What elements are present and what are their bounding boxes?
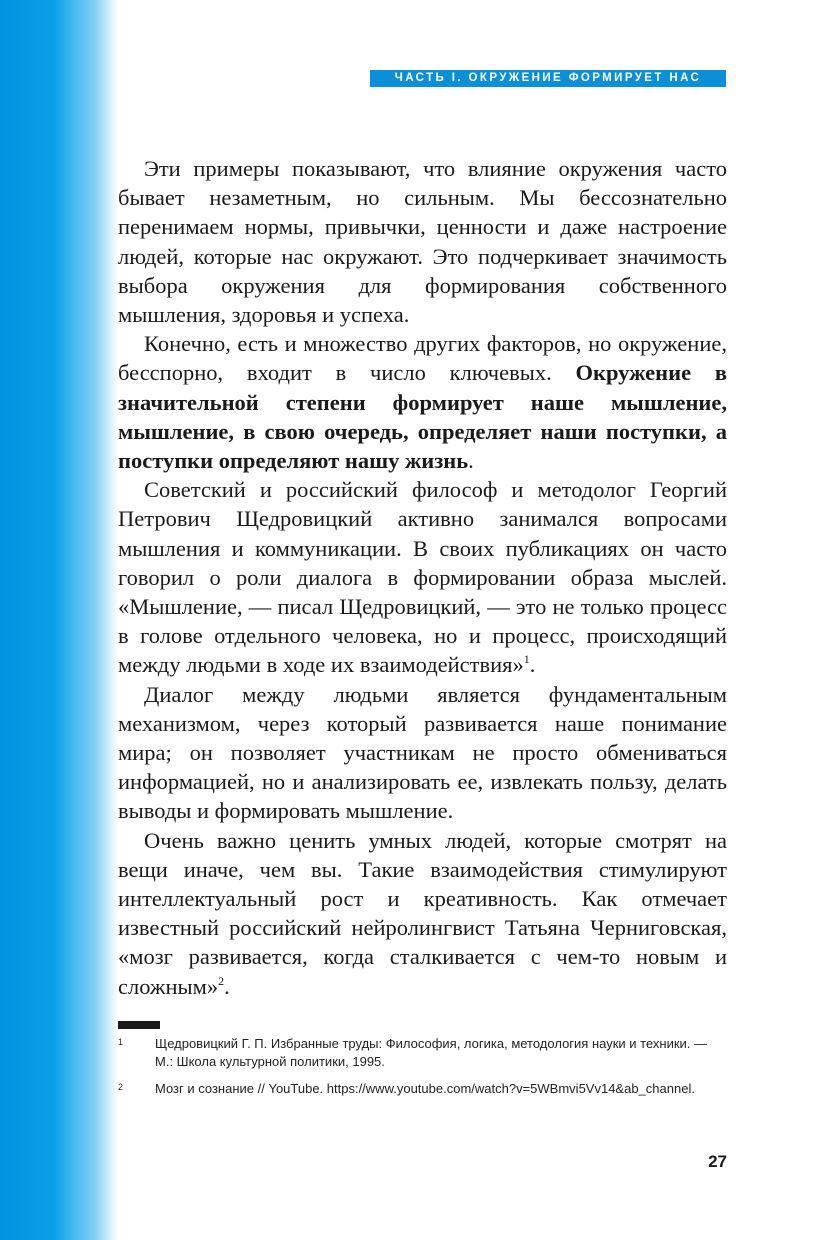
paragraph-4 bbox=[118, 680, 727, 826]
footnote-2-text: Мозг и сознание // YouTube. https://www.youtube.com/watch?v=5WBmvi5Vv14&ab_channel. bbox=[155, 1081, 695, 1096]
footnote-1 bbox=[118, 1035, 727, 1071]
page-number: 27 bbox=[708, 1152, 727, 1171]
footnote-2-number: 2 bbox=[118, 1082, 124, 1092]
paragraph-2-bold: Окружение в значительной степени формирует наше мышление, мышление, в свою очередь, определяет наши поступки, а поступки определяют нашу жизнь bbox=[118, 360, 727, 474]
paragraph-1-text: Эти примеры показывают, что влияние окружения часто бывает незаметным, но сильным. Мы бессознательно перенимаем нормы, привычки, ценности и даже настроение людей, которые нас окружают. Это подчеркивает значимость выбора окружения для формирования собственного мышления, здоровья и успеха. bbox=[118, 156, 727, 328]
paragraph-3 bbox=[118, 475, 727, 679]
footnote-2 bbox=[118, 1080, 727, 1098]
paragraph-5-text: Очень важно ценить умных людей, которые смотрят на вещи иначе, чем вы. Такие взаимодействия стимулируют интеллектуальный рост и креативность. Как отмечает известный российский нейролингвист Татьяна Черниговская, «мозг развивается, когда сталкивается с чем-то новым и сложным» bbox=[118, 827, 727, 999]
footnote-separator bbox=[118, 1021, 160, 1029]
running-header: ЧАСТЬ I. ОКРУЖЕНИЕ ФОРМИРУЕТ НАС bbox=[370, 70, 726, 87]
main-text bbox=[118, 154, 727, 1001]
footnote-1-number: 1 bbox=[118, 1037, 124, 1047]
paragraph-2-end: . bbox=[468, 448, 474, 474]
paragraph-5-end: . bbox=[224, 973, 230, 999]
page-edge-color-bar bbox=[0, 0, 118, 1240]
paragraph-3-end: . bbox=[529, 652, 536, 678]
footnote-ref-2[interactable]: 2 bbox=[218, 973, 225, 988]
paragraph-2-start: Конечно, есть и множество других факторов, но окружение, бесспорно, входит в число ключевых. bbox=[118, 331, 727, 386]
paragraph-3-text: Советский и российский философ и методолог Георгий Петрович Щедровицкий активно занимался вопросами мышления и коммуникации. В своих публикациях он часто говорил о роли диалога в формировании образа мыслей. «Мышление, — писал Щедровицкий, — это не только процесс в голове отдельного человека, но и процесс, происходящий между людьми в ходе их взаимодействия» bbox=[118, 477, 727, 678]
paragraph-5 bbox=[118, 826, 727, 1001]
footnote-1-text: Щедровицкий Г. П. Избранные труды: Философия, логика, методология науки и техники. — М.: Школа культурной политики, 1995. bbox=[155, 1036, 708, 1069]
paragraph-2 bbox=[118, 329, 727, 475]
paragraph-1 bbox=[118, 154, 727, 329]
paragraph-4-text: Диалог между людьми является фундаментальным механизмом, через который развивается наше понимание мира; он позволяет участникам не просто обмениваться информацией, но и анализировать ее, извлекать пользу, делать выводы и формировать мышление. bbox=[118, 681, 727, 824]
footnote-ref-1[interactable]: 1 bbox=[523, 652, 530, 667]
